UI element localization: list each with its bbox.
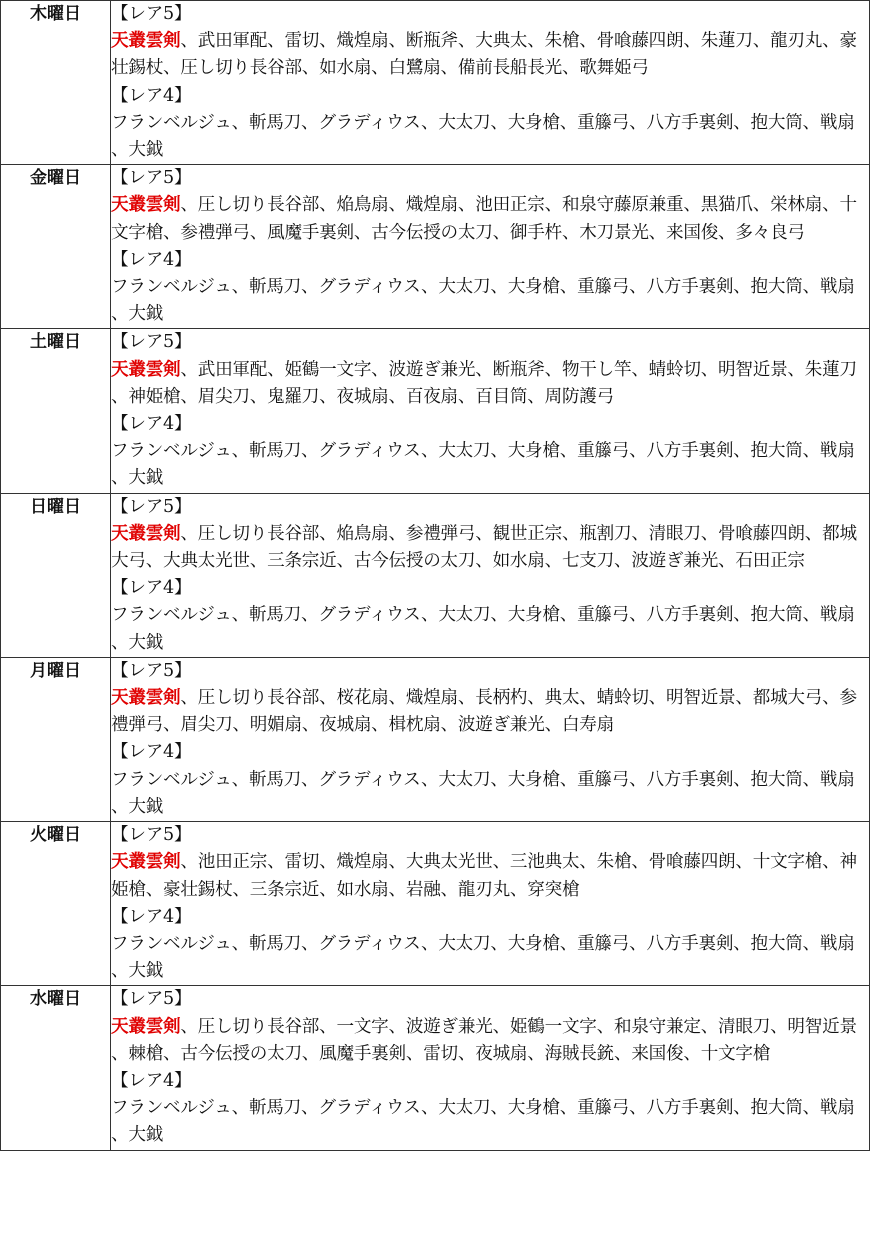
rare5-heading: 【レア5】 xyxy=(111,989,192,1010)
rare4-heading: 【レア4】 xyxy=(111,742,192,763)
drop-list-cell xyxy=(111,822,870,986)
rare4-items: フランベルジュ、斬馬刀、グラディウス、大太刀、大身槍、重籐弓、八方手裏剣、抱大筒、戦扇、大鉞 xyxy=(111,441,855,489)
rare5-items xyxy=(111,521,869,575)
rare4-heading: 【レア4】 xyxy=(111,85,192,106)
rare5-items xyxy=(111,685,869,739)
featured-item: 天叢雲剣 xyxy=(111,359,181,380)
rare5-heading: 【レア5】 xyxy=(111,168,192,189)
rare5-heading: 【レア5】 xyxy=(111,660,192,681)
rare5-item-list: 、武田軍配、雷切、熾煌扇、断瓶斧、大典太、朱槍、骨喰藤四朗、朱蓮刀、龍刃丸、豪壮錫杖、圧し切り長谷部、如水扇、白鷺扇、備前長船長光、歌舞姫弓 xyxy=(111,31,857,79)
drop-list-cell xyxy=(111,986,870,1150)
rare4-items: フランベルジュ、斬馬刀、グラディウス、大太刀、大身槍、重籐弓、八方手裏剣、抱大筒、戦扇、大鉞 xyxy=(111,1098,855,1146)
rare5-heading: 【レア5】 xyxy=(111,4,192,24)
day-label: 土曜日 xyxy=(1,329,111,493)
rare4-heading: 【レア4】 xyxy=(111,906,192,927)
drop-list-cell xyxy=(111,165,870,329)
rare5-item-list: 、圧し切り長谷部、焔鳥扇、熾煌扇、池田正宗、和泉守藤原兼重、黒猫爪、栄林扇、十文字槍、参禮弾弓、風魔手裏剣、古今伝授の太刀、御手杵、木刀景光、来国俊、多々良弓 xyxy=(111,195,857,243)
day-label: 月曜日 xyxy=(1,657,111,821)
rare5-heading: 【レア5】 xyxy=(111,496,192,517)
rare4-heading: 【レア4】 xyxy=(111,1070,192,1091)
rare5-heading: 【レア5】 xyxy=(111,825,192,846)
table-row xyxy=(1,1,870,165)
drop-list-cell xyxy=(111,657,870,821)
rare5-items xyxy=(111,357,869,411)
day-label: 木曜日 xyxy=(1,1,111,165)
rare4-items: フランベルジュ、斬馬刀、グラディウス、大太刀、大身槍、重籐弓、八方手裏剣、抱大筒、戦扇、大鉞 xyxy=(111,933,855,982)
day-label: 金曜日 xyxy=(1,165,111,329)
rare4-items: フランベルジュ、斬馬刀、グラディウス、大太刀、大身槍、重籐弓、八方手裏剣、抱大筒、戦扇、大鉞 xyxy=(111,112,855,161)
day-label: 火曜日 xyxy=(1,822,111,986)
table-row xyxy=(1,822,870,986)
rare5-item-list: 、武田軍配、姫鶴一文字、波遊ぎ兼光、断瓶斧、物干し竿、蜻蛉切、明智近景、朱蓮刀、神姫槍、眉尖刀、鬼羅刀、夜城扇、百夜扇、百目筒、周防護弓 xyxy=(111,359,857,407)
featured-item: 天叢雲剣 xyxy=(111,852,181,873)
table-row xyxy=(1,986,870,1150)
rare4-items: フランベルジュ、斬馬刀、グラディウス、大太刀、大身槍、重籐弓、八方手裏剣、抱大筒、戦扇、大鉞 xyxy=(111,605,855,653)
rare4-items: フランベルジュ、斬馬刀、グラディウス、大太刀、大身槍、重籐弓、八方手裏剣、抱大筒、戦扇、大鉞 xyxy=(111,277,855,325)
table-row xyxy=(1,657,870,821)
rare5-item-list: 、圧し切り長谷部、焔鳥扇、参禮弾弓、観世正宗、瓶割刀、清眼刀、骨喰藤四朗、都城大弓、大典太光世、三条宗近、古今伝授の太刀、如水扇、七支刀、波遊ぎ兼光、石田正宗 xyxy=(111,523,857,572)
drop-list-cell xyxy=(111,1,870,165)
day-label: 水曜日 xyxy=(1,986,111,1150)
rare5-items xyxy=(111,192,869,246)
featured-item: 天叢雲剣 xyxy=(111,688,181,709)
rare5-items xyxy=(111,849,869,903)
rare5-item-list: 、圧し切り長谷部、桜花扇、熾煌扇、長柄杓、典太、蜻蛉切、明智近景、都城大弓、参禮弾弓、眉尖刀、明媚扇、夜城扇、楫枕扇、波遊ぎ兼光、白寿扇 xyxy=(111,688,857,736)
rare5-items xyxy=(111,1014,869,1068)
drop-list-cell xyxy=(111,493,870,657)
featured-item: 天叢雲剣 xyxy=(111,523,181,544)
drop-list-cell xyxy=(111,329,870,493)
rare4-heading: 【レア4】 xyxy=(111,414,192,435)
featured-item: 天叢雲剣 xyxy=(111,31,181,52)
rare5-item-list: 、池田正宗、雷切、熾煌扇、大典太光世、三池典太、朱槍、骨喰藤四朗、十文字槍、神姫槍、豪壮錫杖、三条宗近、如水扇、岩融、龍刃丸、穿突槍 xyxy=(111,852,857,900)
day-label: 日曜日 xyxy=(1,493,111,657)
table-row xyxy=(1,329,870,493)
rare5-items xyxy=(111,28,869,82)
table-row xyxy=(1,165,870,329)
rare4-heading: 【レア4】 xyxy=(111,249,192,270)
featured-item: 天叢雲剣 xyxy=(111,1016,181,1037)
table-row xyxy=(1,493,870,657)
rare4-heading: 【レア4】 xyxy=(111,578,192,599)
rare4-items: フランベルジュ、斬馬刀、グラディウス、大太刀、大身槍、重籐弓、八方手裏剣、抱大筒、戦扇、大鉞 xyxy=(111,769,855,817)
rare5-item-list: 、圧し切り長谷部、一文字、波遊ぎ兼光、姫鶴一文字、和泉守兼定、清眼刀、明智近景、棘槍、古今伝授の太刀、風魔手裏剣、雷切、夜城扇、海賊長銃、来国俊、十文字槍 xyxy=(111,1016,857,1064)
rare5-heading: 【レア5】 xyxy=(111,332,192,353)
featured-item: 天叢雲剣 xyxy=(111,195,181,216)
